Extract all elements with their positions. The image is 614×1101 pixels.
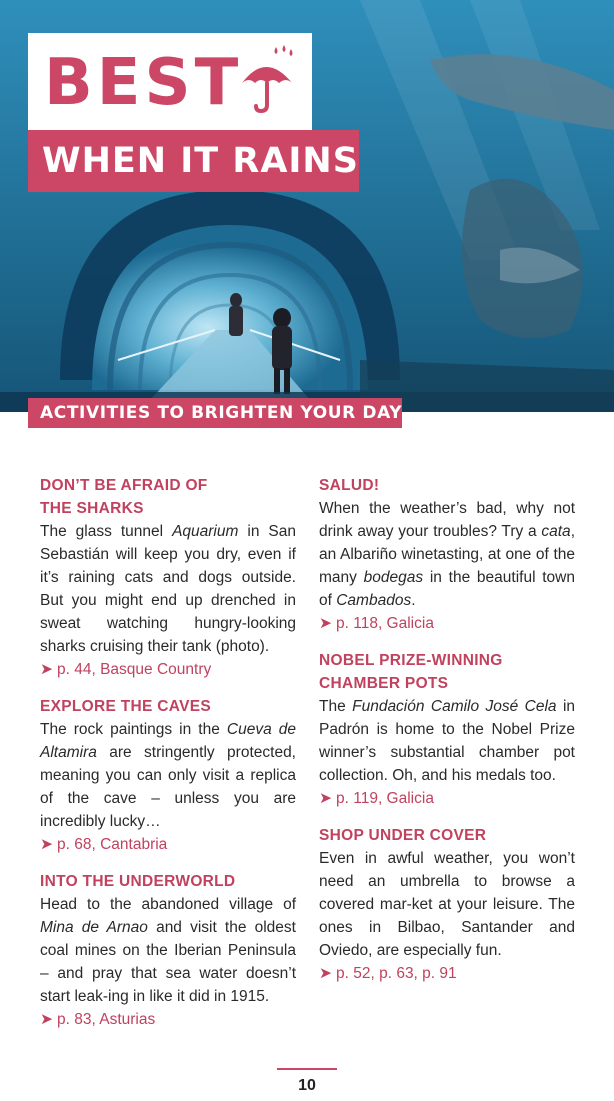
page-number: 10 — [298, 1077, 316, 1094]
entry-heading: DON’T BE AFRAID OF THE SHARKS — [40, 477, 208, 517]
entry-heading: SHOP UNDER COVER — [319, 827, 487, 844]
title-when-it-rains: WHEN IT RAINS — [42, 141, 359, 181]
entry-heading: INTO THE UNDERWORLD — [40, 873, 236, 890]
entry-caves — [40, 695, 296, 856]
title-when-it-rains-box — [28, 130, 359, 192]
entry-body: Head to the abandoned village of Mina de Arnao and visit the oldest coal mines on the Iberian Peninsula – and pray that sea water doesn’t start leak-ing in like it did in 1915. — [40, 896, 296, 1005]
arrow-icon: ➤ — [319, 615, 332, 632]
page-reference[interactable]: ➤ p. 119, Galicia — [319, 790, 434, 807]
entry-body: The rock paintings in the Cueva de Altamira are stringently protected, meaning you can only visit a replica of the cave – unless you are incredibly lucky… — [40, 721, 296, 830]
title-best: BEST — [44, 46, 243, 120]
page-reference[interactable]: ➤ p. 68, Cantabria — [40, 836, 168, 853]
page-reference[interactable]: ➤ p. 52, p. 63, p. 91 — [319, 965, 457, 982]
entry-body: Even in awful weather, you won’t need an umbrella to browse a covered mar-ket at your leisure. The ones in Bilbao, Santander and Oviedo, are especially fun. — [319, 850, 575, 959]
left-column — [40, 474, 296, 1045]
entry-body: When the weather’s bad, why not drink away your troubles? Try a cata, an Albariño winetasting, at one of the many bodegas in the beautiful town of Cambados. — [319, 500, 575, 609]
entry-body: The glass tunnel Aquarium in San Sebastián will keep you dry, even if it’s raining cats and dogs outside. But you might end up drenched in sweat watching hungry-looking sharks cruising their tank (photo). — [40, 523, 296, 655]
arrow-icon: ➤ — [319, 965, 332, 982]
right-column — [319, 474, 575, 999]
subtitle-text: ACTIVITIES TO BRIGHTEN YOUR DAY — [40, 403, 403, 423]
title-best-box — [28, 33, 312, 131]
entry-underworld — [40, 870, 296, 1031]
umbrella-icon — [238, 43, 298, 115]
arrow-icon: ➤ — [40, 836, 53, 853]
page-number-rule — [277, 1068, 337, 1070]
page-reference[interactable]: ➤ p. 83, Asturias — [40, 1011, 156, 1028]
entry-chamber-pots — [319, 649, 575, 810]
entry-salud — [319, 474, 575, 635]
entry-heading: NOBEL PRIZE-WINNING CHAMBER POTS — [319, 652, 503, 692]
arrow-icon: ➤ — [40, 661, 53, 678]
arrow-icon: ➤ — [40, 1011, 53, 1028]
entry-sharks — [40, 474, 296, 681]
arrow-icon: ➤ — [319, 790, 332, 807]
entry-body: The Fundación Camilo José Cela in Padrón is home to the Nobel Prize winner’s substantial chamber pot collection. Oh, and his medals too. — [319, 698, 576, 784]
entry-shop-under-cover — [319, 824, 575, 985]
page-reference[interactable]: ➤ p. 44, Basque Country — [40, 661, 212, 678]
subtitle-ribbon — [28, 398, 402, 428]
page-reference[interactable]: ➤ p. 118, Galicia — [319, 615, 434, 632]
entry-heading: EXPLORE THE CAVES — [40, 698, 212, 715]
entry-heading: SALUD! — [319, 477, 380, 494]
